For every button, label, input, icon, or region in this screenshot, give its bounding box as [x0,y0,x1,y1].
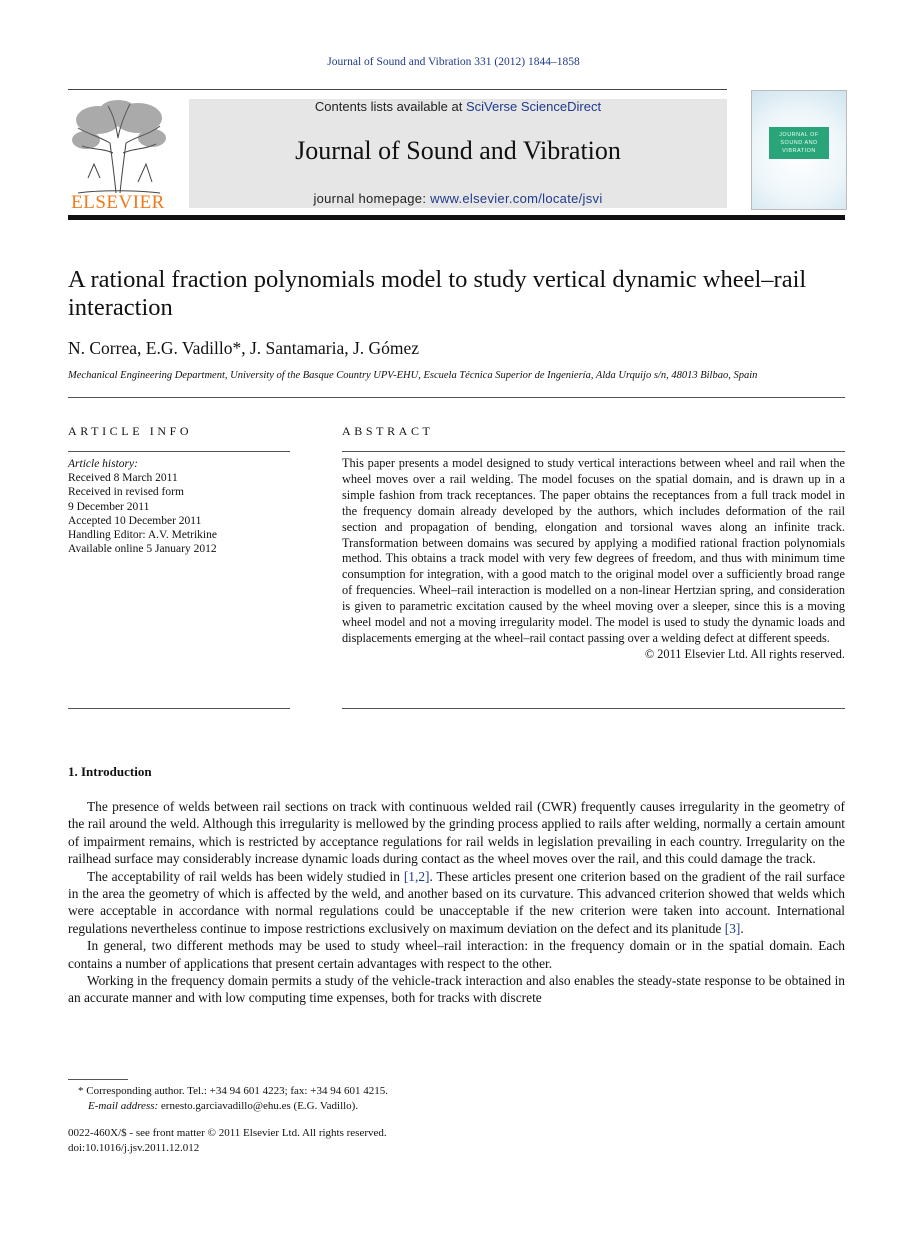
article-info-bottom-rule [68,708,290,709]
article-authors: N. Correa, E.G. Vadillo*, J. Santamaria, J. Gómez [68,338,420,358]
paragraph: The presence of welds between rail sections on track with continuous welded rail (CWR) frequently causes irregularity in the geometry of the rail around the weld. Although this irregularity is mellowed by the grinding process applied to rails after welding, normally a certain amount of impairment remains, which is restricted by acceptance regulations for rail welds in legislation prevailing in each country. Irregularity on the railhead surface may considerably increase dynamic loads during contact as the wheel moves over the rail, and this could damage the track. [68,799,845,867]
history-item: 9 December 2011 [68,500,150,513]
paragraph: In general, two different methods may be used to study wheel–rail interaction: in the frequency domain or in the spatial domain. Each contains a number of applications that present certain advantages with respect to the other. [68,938,845,971]
contents-line [189,99,727,114]
introduction-heading: 1. Introduction [68,764,152,779]
paragraph: Working in the frequency domain permits a study of the vehicle-track interaction and also enables the steady-state response to be obtained in an accurate manner and with low computing time expenses, both for tracks with discrete [68,973,845,1006]
cover-title-block: JOURNAL OF SOUND AND VIBRATION [769,127,829,159]
abstract-text: This paper presents a model designed to study vertical interactions between wheel and rail when the wheel moves over a rail welding. The model focuses on the spatial domain, and is drawn up in a simple fashion from track receptances. The paper obtains the receptances from a full track model in the frequency domain already developed by the authors, which includes deformation of the rail section and propagation of bending, elongation and torsional waves along an infinite track. Transformation between domains was secured by applying a modified rational fraction polynomials method. This obtains a track model with very few degrees of freedom, and thus with minimum time consumption for integration, with a good match to the original model over a sufficiently broad range of frequencies. Wheel–rail interaction is modelled on a non-linear Hertzian spring, and consideration is given to parametric excitation caused by the wheel moving over a sleeper, since this is a moving wheel model and not a moving irregularity model. The model is used to study the dynamic loads and displacements emerging at the wheel–rail contact passing over a welding defect at different speeds. [342,456,845,645]
email-note [68,1099,388,1114]
abstract-rule [342,451,845,452]
paragraph-text: . [740,920,744,936]
reference-link[interactable]: [3] [724,920,741,936]
sciencedirect-link[interactable]: SciVerse ScienceDirect [465,99,602,114]
header-top-rule [68,89,727,90]
abstract-heading: ABSTRACT [342,424,434,438]
author-affiliation: Mechanical Engineering Department, University of the Basque Country UPV-EHU, Escuela Técnica Superior de Ingeniería, Alda Urquijo s/n, 48013 Bilbao, Spain [68,370,758,381]
history-item: Received in revised form [68,486,184,499]
reference-link[interactable]: [1,2] [403,868,430,884]
elsevier-wordmark: ELSEVIER [71,192,165,213]
footnotes [68,1084,388,1114]
issn-line: 0022-460X/$ - see front matter © 2011 Elsevier Ltd. All rights reserved. [68,1127,387,1139]
email-label: E-mail address: [88,1100,159,1112]
journal-title: Journal of Sound and Vibration [295,136,621,165]
header-thick-rule [68,215,845,220]
journal-citation[interactable]: Journal of Sound and Vibration 331 (2012) 1844–1858 [327,56,580,68]
paragraph [68,868,845,938]
paragraph-text: The acceptability of rail welds has been widely studied in [87,868,404,884]
article-title: A rational fraction polynomials model to study vertical dynamic wheel–rail interaction [68,266,807,321]
homepage-prefix: journal homepage: [313,191,431,206]
corresponding-author-note: * Corresponding author. Tel.: +34 94 601 4223; fax: +34 94 601 4215. [78,1085,388,1097]
article-history [68,457,290,556]
footnote-rule [68,1079,128,1080]
history-item: Handling Editor: A.V. Metrikine [68,529,217,542]
journal-homepage-line [189,191,727,206]
article-info-heading: ARTICLE INFO [68,424,193,438]
contents-prefix: Contents lists available at [314,99,466,114]
history-item: Received 8 March 2011 [68,472,178,485]
title-separator-rule [68,397,845,398]
article-info-rule [68,451,290,452]
abstract-body [342,456,845,663]
abstract-bottom-rule [342,708,845,709]
doi-line[interactable]: doi:10.1016/j.jsv.2011.12.012 [68,1141,200,1154]
paragraph-text: . These articles present one criterion based on the gradient of the rail surface in the area the geometry of which is affected by the weld, and another based on its curvature. This advanced criterion showed that welds which were acceptable in accordance with normal regulations could be unacceptable if the new criterion were taken into account. International regulations nevertheless continue to impose restrictions exclusively on maximum deviation on the defect and its planitude [68,868,845,936]
history-label: Article history: [68,458,138,470]
introduction-body [68,798,845,1007]
history-item: Accepted 10 December 2011 [68,514,202,527]
front-matter-info [68,1126,387,1155]
homepage-link[interactable]: www.elsevier.com/locate/jsvi [430,191,603,206]
journal-cover-thumbnail [751,90,847,210]
abstract-copyright: © 2011 Elsevier Ltd. All rights reserved. [644,646,845,661]
email-value[interactable]: ernesto.garciavadillo@ehu.es (E.G. Vadillo). [158,1100,359,1112]
history-item: Available online 5 January 2012 [68,543,217,556]
